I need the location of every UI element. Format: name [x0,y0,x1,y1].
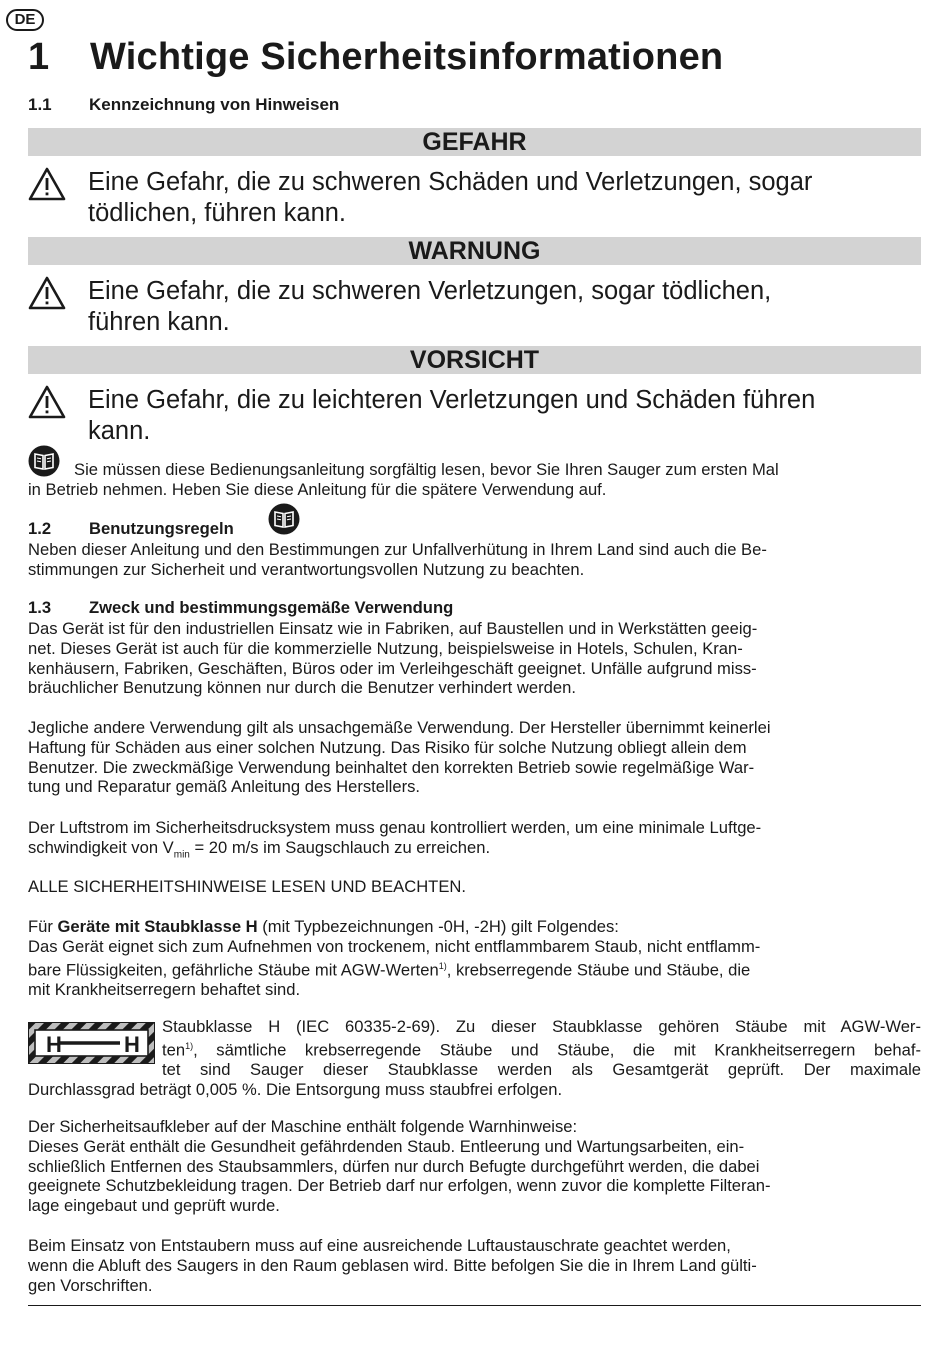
text-line: mit Krankheitserregern behaftet sind. [28,979,301,999]
text-line: stimmungen zur Sicherheit und verantwortungsvollen Nutzung zu beachten. [28,559,585,579]
text-line [28,917,921,937]
paragraph-read-all: ALLE SICHERHEITSHINWEISE LESEN UND BEACHTEN. [28,877,466,896]
signal-text-line: Eine Gefahr, die zu leichteren Verletzungen und Schäden führen [88,386,816,414]
subscript: min [173,849,190,861]
chapter-title-text: Wichtige Sicherheitsinformationen [90,36,724,78]
dust-class-letter: H [46,1032,62,1057]
text-line: Jegliche andere Verwendung gilt als unsachgemäße Verwendung. Der Hersteller übernimmt keinerlei [28,718,771,737]
warning-triangle-icon [28,167,66,201]
paragraph-dust-class-spec [28,1017,921,1100]
section-1-2-text [28,540,921,580]
chapter-title [28,36,723,79]
section-number: 1.3 [28,598,52,617]
bold-text: Geräte mit Staubklasse H [57,917,258,936]
read-note-line: in Betrieb nehmen. Heben Sie diese Anleitung für die spätere Verwendung auf. [28,479,607,499]
text-line: Durchlassgrad beträgt 0,005 %. Die Entsorgung muss staubfrei erfolgen. [28,1079,563,1099]
text-line: Benutzer. Die zweckmäßige Verwendung beinhaltet den korrekten Betrieb sowie regelmäßige War- [28,757,755,777]
signal-text-line: führen kann. [88,308,230,336]
text-line: gen Vorschriften. [28,1275,153,1295]
signal-band-gefahr: GEFAHR [28,128,921,156]
signal-text-line: Eine Gefahr, die zu schweren Schäden und Verletzungen, sogar [88,168,813,196]
paragraph-air-exchange [28,1236,921,1295]
text-line: Beim Einsatz von Entstaubern muss auf eine ausreichende Luftaustauschrate geachtet werden, [28,1236,731,1255]
warning-triangle-icon [28,276,66,310]
section-heading-1-2 [28,519,234,539]
read-manual-icon [268,503,300,535]
chapter-number: 1 [28,36,50,78]
text-line: Das Gerät ist für den industriellen Einsatz wie in Fabriken, auf Baustellen und in Werkstätten geeig- [28,619,758,638]
text-span: (mit Typbezeichnungen -0H, -2H) gilt Folgendes: [257,917,619,936]
footnote-ref: 1) [438,960,447,971]
signal-text [88,276,908,338]
section-title: Kennzeichnung von Hinweisen [89,95,340,114]
text-line [28,838,921,865]
text-line: schließlich Entfernen des Staubsammlers, dürfen nur durch Befugte durchgeführt werden, die dabei [28,1156,760,1176]
paragraph-airflow [28,818,921,865]
text-span: = 20 m/s im Saugschlauch zu erreichen. [189,837,491,857]
text-span: Für [28,917,58,936]
paragraph-usage [28,619,921,698]
dust-class-letter: H [124,1032,140,1057]
read-note-line: Sie müssen diese Bedienungsanleitung sorgfältig lesen, bevor Sie Ihren Sauger zum ersten Mal [74,460,779,479]
signal-text-line: Eine Gefahr, die zu schweren Verletzungen, sogar tödlichen, [88,277,772,305]
text-line: wenn die Abluft des Saugers in den Raum geblasen wird. Bitte befolgen Sie die in Ihrem Land gülti- [28,1255,757,1275]
section-heading-1-3 [28,598,453,618]
text-line: Haftung für Schäden aus einer solchen Nutzung. Das Risiko für solche Nutzung obliegt allein dem [28,737,747,757]
text-line [28,957,921,980]
signal-text-line: tödlichen, führen kann. [88,199,347,227]
signal-band-warnung: WARNUNG [28,237,921,265]
text-line: Das Gerät eignet sich zum Aufnehmen von trockenem, nicht entflammbarem Staub, nicht entflamm- [28,936,761,956]
text-line: Neben dieser Anleitung und den Bestimmungen zur Unfallverhütung in Ihrem Land sind auch die Be- [28,540,767,559]
text-line: net. Dieses Gerät ist auch für die kommerzielle Nutzung, beispielsweise in Hotels, Schulen, Kran- [28,638,743,658]
text-line: tung und Reparatur gemäß Anleitung des Herstellers. [28,777,421,797]
text-span: , sämtliche krebserregende Stäube und Stäube, die mit Krankheitserregern behaf- [193,1040,921,1060]
signal-text [88,385,908,447]
text-line: Staubklasse H (IEC 60335-2-69). Zu dieser Staubklasse gehören Stäube mit AGW-Wer- [162,1017,921,1036]
footnote-ref: 1) [185,1040,194,1051]
section-title: Benutzungsregeln [89,519,234,538]
text-line: lage eingebaut und geprüft wurde. [28,1196,280,1216]
text-line: kenhäusern, Fabriken, Geschäften, Büros oder im Verleihgeschäft geeignet. Unfälle aufgrund miss- [28,658,757,678]
section-heading-1-1 [28,95,339,115]
text-line: geeignete Schutzbekleidung tragen. Der Betrieb darf nur erfolgen, wenn zuvor die komplette Filteran- [28,1176,771,1196]
text-line [28,1037,921,1060]
text-line: Dieses Gerät enthält die Gesundheit gefährdenden Staub. Entleerung und Wartungsarbeiten, ein- [28,1136,745,1156]
language-badge: DE [6,9,44,31]
section-number: 1.2 [28,519,52,538]
section-number: 1.1 [28,95,52,114]
signal-text-line: kann. [88,417,151,445]
signal-text [88,167,908,229]
text-span: , krebserregende Stäube und Stäube, die [446,960,751,980]
signal-band-vorsicht: VORSICHT [28,346,921,374]
text-span: schwindigkeit von V [28,837,174,857]
text-line: Der Luftstrom im Sicherheitsdrucksystem muss genau kontrolliert werden, um eine minimale Luftge- [28,818,762,837]
read-note [28,460,921,500]
paragraph-safety-sticker [28,1117,921,1216]
text-line: tet sind Sauger dieser Staubklasse werden als Gesamtgerät geprüft. Der maximale [162,1060,921,1080]
paragraph-misuse [28,718,921,797]
text-line: bräuchlicher Benutzung können nur durch die Benutzer verhindert werden. [28,678,576,698]
text-span: ten [162,1040,186,1060]
text-span: bare Flüssigkeiten, gefährliche Stäube mit AGW-Werten [28,960,439,980]
text-line: Der Sicherheitsaufkleber auf der Maschine enthält folgende Warnhinweise: [28,1117,578,1136]
paragraph-dust-class-h [28,917,921,1000]
section-title: Zweck und bestimmungsgemäße Verwendung [89,598,454,617]
warning-triangle-icon [28,385,66,419]
bottom-divider [28,1305,921,1306]
